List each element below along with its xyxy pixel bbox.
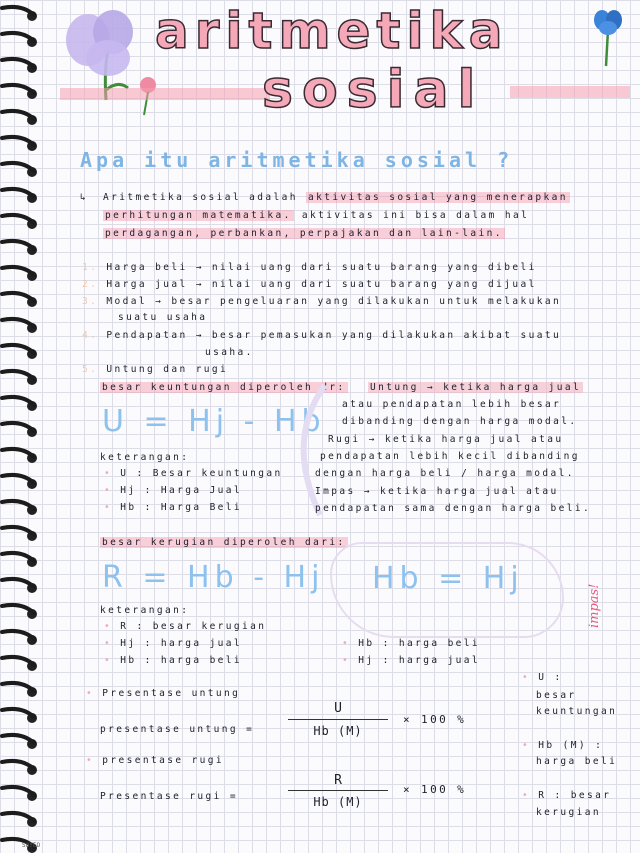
- intro-arrow: ↳: [80, 192, 89, 203]
- list-item-cont: suatu usaha: [118, 312, 208, 323]
- intro-highlight: perdagangan, perbankan, perpajakan dan lain-lain.: [105, 228, 503, 239]
- untung-line: atau pendapatan lebih besar: [342, 399, 562, 410]
- untung-line: [368, 382, 583, 393]
- impas-line: pendapatan sama dengan harga beli.: [315, 503, 592, 514]
- list-text: Untung dan rugi: [106, 364, 229, 375]
- profit-fraction-line: [288, 719, 388, 720]
- side-legend-hb: harga beli: [536, 756, 618, 767]
- impas-legend-item: • Hj : harga jual: [342, 655, 481, 666]
- profit-fraction-num: U: [334, 701, 342, 716]
- intro-line-1: [103, 192, 570, 203]
- percent-title-text: Presentase untung: [102, 688, 241, 699]
- profit-times: × 100 %: [403, 713, 467, 726]
- title-line-2: sosial: [262, 60, 485, 120]
- intro-line-3: [103, 228, 505, 239]
- loss-times: × 100 %: [403, 783, 467, 796]
- legend-text: Hb : Harga Beli: [120, 502, 243, 513]
- list-number: 2.: [82, 279, 99, 290]
- legend-text: R : besar kerugian: [120, 621, 267, 632]
- loss-label-text: besar kerugian diperoleh dari:: [102, 537, 346, 548]
- list-text: Harga beli → nilai uang dari suatu barang yang dibeli: [106, 262, 537, 273]
- legend-text: Hb : harga beli: [120, 655, 243, 666]
- purple-flower-icon: [58, 10, 168, 130]
- title-highlight-band: [510, 86, 630, 98]
- list-item: [82, 279, 537, 290]
- list-text: Pendapatan → besar pemasukan yang dilakukan akibat suatu: [106, 330, 562, 341]
- loss-fraction-den: Hb (M): [313, 795, 363, 809]
- side-legend-r: • R : besar: [522, 790, 612, 801]
- side-legend-r: kerugian: [536, 807, 601, 818]
- profit-label-text: besar keuntungan diperoleh dr:: [102, 382, 346, 393]
- impas-line: Impas → ketika harga jual atau: [315, 486, 559, 497]
- list-number: 1.: [82, 262, 99, 273]
- loss-keterangan: keterangan:: [100, 605, 190, 616]
- legend-text: Hj : Harga Jual: [120, 485, 243, 496]
- loss-fraction-line: [288, 790, 388, 791]
- legend-text: U :: [538, 672, 563, 683]
- section-heading: Apa itu aritmetika sosial ?: [80, 148, 514, 172]
- list-item: [82, 364, 228, 375]
- profit-legend-item: • Hb : Harga Beli: [104, 502, 243, 513]
- list-text: Modal → besar pengeluaran yang dilakukan untuk melakukan: [106, 296, 562, 307]
- blue-flower-icon: [590, 8, 630, 68]
- list-item: [82, 262, 537, 273]
- list-item-cont: usaha.: [205, 347, 254, 358]
- bracket-decoration: [265, 380, 335, 520]
- intro-text: Aritmetika sosial adalah: [103, 192, 298, 203]
- profit-percent-title: • Presentase untung: [86, 688, 241, 699]
- intro-highlight: perhitungan matematika.: [105, 210, 292, 221]
- list-number: 3.: [82, 296, 99, 307]
- profit-fraction-den: Hb (M): [313, 724, 363, 738]
- watermark: SOYEO: [22, 842, 41, 849]
- side-legend-u: keuntungan: [536, 706, 618, 717]
- profit-legend-item: • U : Besar keuntungan: [104, 468, 283, 479]
- list-number: 4.: [82, 330, 99, 341]
- legend-text: Hj : harga jual: [358, 655, 481, 666]
- title-line-1: aritmetika: [155, 2, 509, 60]
- intro-text: aktivitas ini bisa dalam hal: [301, 210, 530, 221]
- legend-text: R : besar: [538, 790, 612, 801]
- title-highlight-band: [60, 88, 270, 100]
- profit-keterangan: keterangan:: [100, 452, 190, 463]
- profit-legend-item: • Hj : Harga Jual: [104, 485, 243, 496]
- loss-legend-item: • Hj : harga jual: [104, 638, 243, 649]
- impas-formula: Hb = Hj: [372, 561, 524, 596]
- untung-text: Untung → ketika harga jual: [370, 382, 582, 393]
- legend-text: Hj : harga jual: [120, 638, 243, 649]
- side-legend-u: • U :: [522, 672, 563, 683]
- legend-text: Hb : harga beli: [358, 638, 481, 649]
- spiral-binding: [0, 0, 44, 853]
- profit-percent-lhs: presentase untung =: [100, 724, 255, 735]
- loss-fraction-num: R: [334, 773, 342, 788]
- rugi-line: Rugi → ketika harga jual atau: [328, 434, 564, 445]
- list-item: [82, 330, 561, 341]
- loss-legend-item: • Hb : harga beli: [104, 655, 243, 666]
- legend-text: U : Besar keuntungan: [120, 468, 283, 479]
- profit-formula: U = Hj - Hb: [102, 404, 326, 439]
- side-legend-u: besar: [536, 690, 577, 701]
- loss-legend-item: • R : besar kerugian: [104, 621, 267, 632]
- side-legend-hb: • Hb (M) :: [522, 740, 604, 751]
- intro-highlight: aktivitas sosial yang menerapkan: [308, 192, 568, 203]
- untung-line: dibanding dengan harga modal.: [342, 416, 578, 427]
- intro-line-2: [103, 210, 529, 221]
- impas-legend-item: • Hb : harga beli: [342, 638, 481, 649]
- loss-percent-title: • presentase rugi: [86, 755, 225, 766]
- list-item: [82, 296, 561, 307]
- rugi-line: pendapatan lebih kecil dibanding: [320, 451, 580, 462]
- legend-text: Hb (M) :: [538, 740, 604, 751]
- rugi-line: dengan harga beli / harga modal.: [315, 468, 575, 479]
- list-number: 5.: [82, 364, 99, 375]
- impas-note: impas!: [587, 583, 602, 628]
- loss-formula: R = Hb - Hj: [102, 560, 325, 595]
- loss-label: [100, 537, 348, 548]
- loss-percent-lhs: Presentase rugi =: [100, 791, 239, 802]
- list-text: Harga jual → nilai uang dari suatu barang yang dijual: [106, 279, 537, 290]
- percent-title-text: presentase rugi: [102, 755, 225, 766]
